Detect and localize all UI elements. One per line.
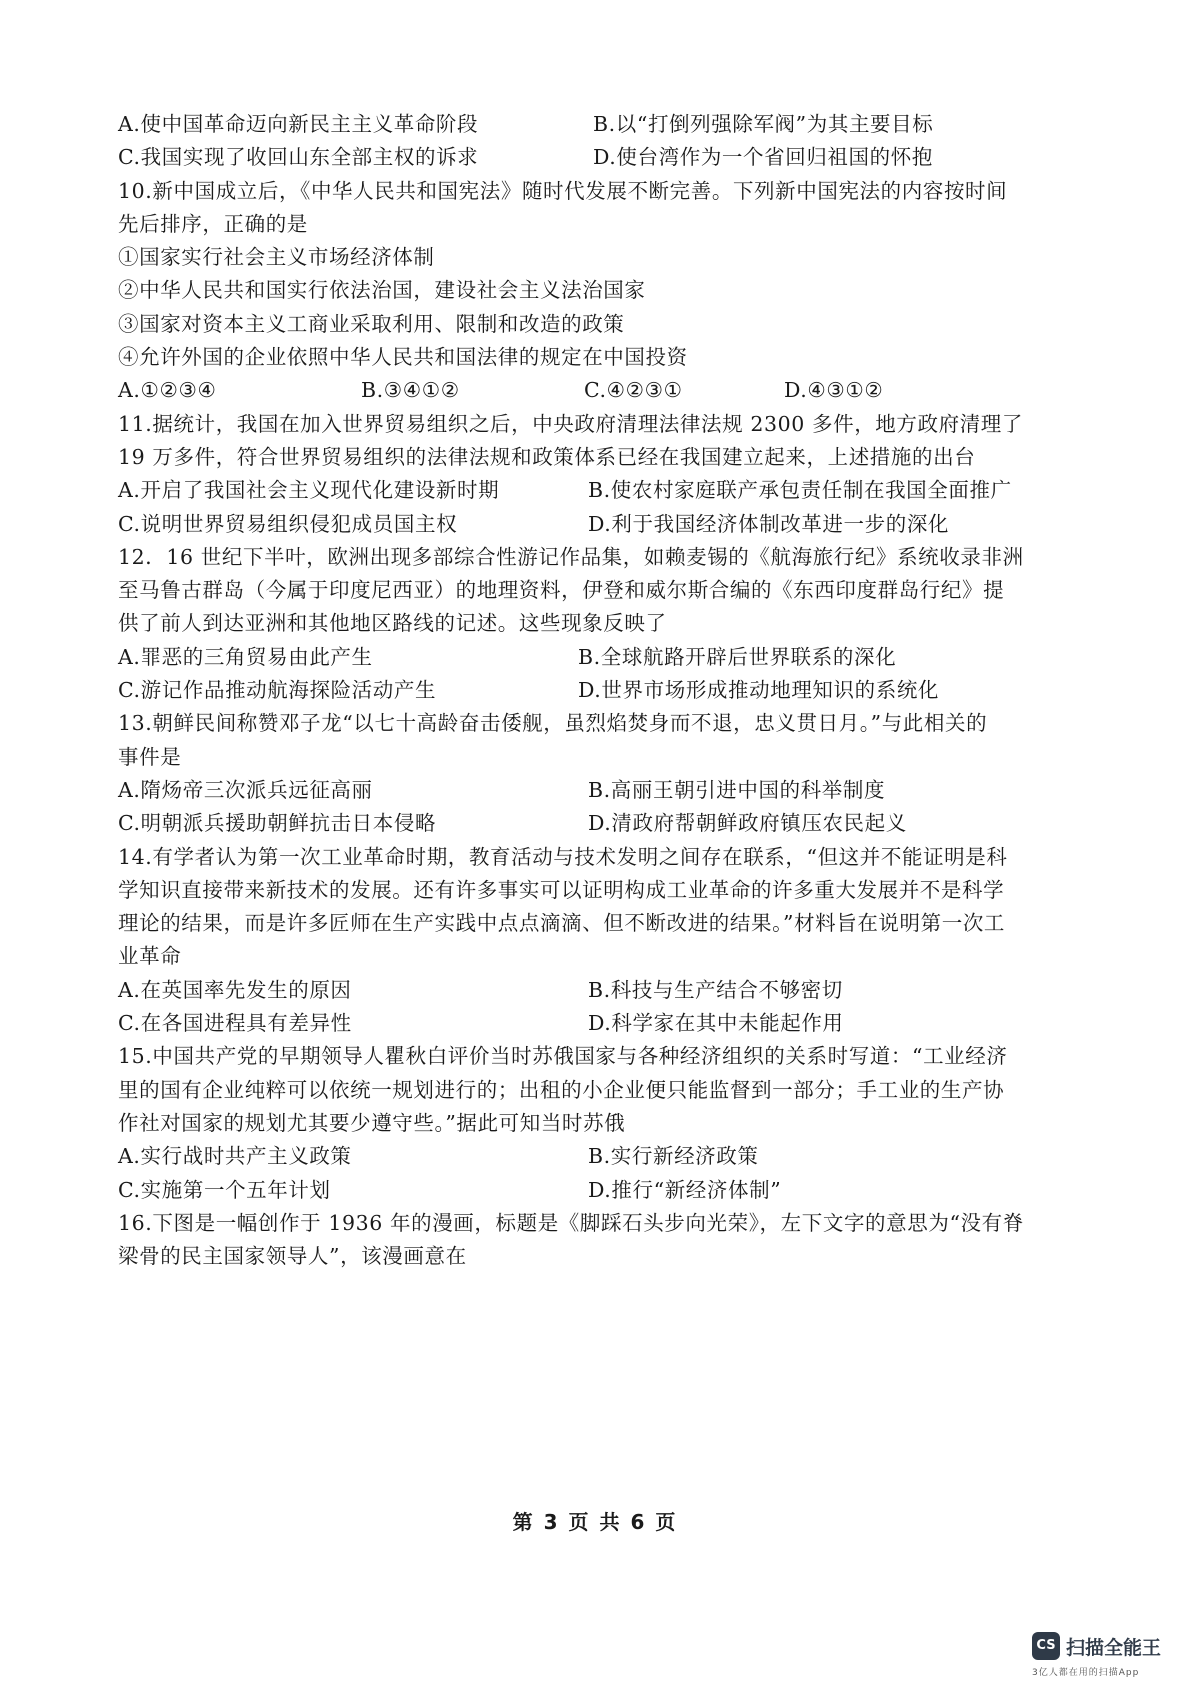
q13-stem-line-2: 事件是	[118, 744, 182, 769]
q10-stem-line-1: 10.新中国成立后，《中华人民共和国宪法》随时代发展不断完善。下列新中国宪法的内容按时间	[118, 178, 1008, 203]
q15-stem-line-3: 作社对国家的规划尤其要少遵守些。”据此可知当时苏俄	[118, 1110, 626, 1135]
q11-option-d: D.利于我国经济体制改革进一步的深化	[588, 511, 950, 536]
q13-option-a: A.隋炀帝三次派兵远征高丽	[118, 777, 373, 802]
watermark-tagline: 3亿人都在用的扫描App	[1032, 1668, 1140, 1678]
q10-item-3: ③国家对资本主义工商业采取利用、限制和改造的政策	[118, 311, 625, 336]
q10-options-row	[118, 374, 1053, 407]
q15-option-b: B.实行新经济政策	[588, 1144, 759, 1169]
q12-option-b: B.全球航路开辟后世界联系的深化	[578, 644, 897, 669]
q13-option-d: D.清政府帮朝鲜政府镇压农民起义	[588, 811, 907, 836]
q10-option-d: D.④③①②	[784, 378, 884, 403]
q12-option-c: C.游记作品推动航海探险活动产生	[118, 678, 437, 703]
q13-option-c: C.明朝派兵援助朝鲜抗击日本侵略	[118, 811, 437, 836]
q15-stem-line-1: 15.中国共产党的早期领导人瞿秋白评价当时苏俄国家与各种经济组织的关系时写道：“工业经济	[118, 1044, 1008, 1069]
q16-stem-line-1: 16.下图是一幅创作于 1936 年的漫画，标题是《脚踩石头步向光荣》，左下文字的意思为“没有脊	[118, 1210, 1024, 1235]
q14-option-d: D.科学家在其中未能起作用	[588, 1011, 844, 1036]
q15-options-row-1	[118, 1140, 1053, 1173]
q14-option-c: C.在各国进程具有差异性	[118, 1011, 352, 1036]
q10-stem-line-2: 先后排序，正确的是	[118, 211, 308, 236]
q11-option-b: B.使农村家庭联产承包责任制在我国全面推广	[588, 478, 1012, 503]
q12-stem-line-2: 至马鲁古群岛（今属于印度尼西亚）的地理资料，伊登和威尔斯合编的《东西印度群岛行纪》提	[118, 578, 1005, 603]
q9-option-c: C.我国实现了收回山东全部主权的诉求	[118, 145, 479, 170]
scanner-watermark	[1032, 1630, 1182, 1680]
question-list	[118, 108, 1053, 1273]
q12-options-row-1	[118, 641, 1053, 674]
q14-stem-line-3: 理论的结果，而是许多匠师在生产实践中点点滴滴、但不断改进的结果。”材料旨在说明第一次工	[118, 911, 1006, 936]
q12-stem-line-1: 12．16 世纪下半叶，欧洲出现多部综合性游记作品集，如赖麦锡的《航海旅行纪》系统收录非洲	[118, 544, 1024, 569]
q10-item-4: ④允许外国的企业依照中华人民共和国法律的规定在中国投资	[118, 345, 688, 370]
q14-options-row-2	[118, 1007, 1053, 1040]
q11-stem-line-1: 11.据统计，我国在加入世界贸易组织之后，中央政府清理法律法规 2300 多件，地方政府清理了	[118, 411, 1024, 436]
q12-stem-line-3: 供了前人到达亚洲和其他地区路线的记述。这些现象反映了	[118, 611, 667, 636]
q13-stem-line-1: 13.朝鲜民间称赞邓子龙“以七十高龄奋击倭舰，虽烈焰焚身而不退，忠义贯日月。”与此相关的	[118, 711, 988, 736]
q13-option-b: B.高丽王朝引进中国的科举制度	[588, 777, 886, 802]
q11-options-row-1	[118, 474, 1053, 507]
page-number: 第 3 页 共 6 页	[512, 1510, 678, 1534]
q14-options-row-1	[118, 974, 1053, 1007]
q12-options-row-2	[118, 674, 1053, 707]
q14-stem-line-2: 学知识直接带来新技术的发展。还有许多事实可以证明构成工业革命的许多重大发展并不是科学	[118, 877, 1005, 902]
q12-option-d: D.世界市场形成推动地理知识的系统化	[578, 678, 940, 703]
q9-options-row-1	[118, 108, 1053, 141]
q15-option-a: A.实行战时共产主义政策	[118, 1144, 352, 1169]
q10-option-c: C.④②③①	[584, 378, 683, 403]
q10-item-2: ②中华人民共和国实行依法治国，建设社会主义法治国家	[118, 278, 646, 303]
watermark-app-name: 扫描全能王	[1066, 1637, 1162, 1659]
q9-option-b: B.以“打倒列强除军阀”为其主要目标	[593, 112, 934, 136]
q14-stem-line-4: 业革命	[118, 944, 182, 969]
q11-option-a: A.开启了我国社会主义现代化建设新时期	[118, 478, 500, 503]
q9-options-row-2	[118, 141, 1053, 174]
q13-options-row-2	[118, 807, 1053, 840]
q9-option-d: D.使台湾作为一个省回归祖国的怀抱	[593, 145, 933, 170]
q13-options-row-1	[118, 774, 1053, 807]
q15-option-d: D.推行“新经济体制”	[588, 1177, 782, 1202]
q14-option-a: A.在英国率先发生的原因	[118, 977, 352, 1002]
q14-stem-line-1: 14.有学者认为第一次工业革命时期，教育活动与技术发明之间存在联系，“但这并不能证明是科	[118, 844, 1008, 869]
q14-option-b: B.科技与生产结合不够密切	[588, 977, 843, 1002]
q10-option-a: A.①②③④	[118, 378, 217, 403]
q15-options-row-2	[118, 1174, 1053, 1207]
q11-stem-line-2: 19 万多件，符合世界贸易组织的法律法规和政策体系已经在我国建立起来，上述措施的出台	[118, 444, 976, 469]
cs-logo-icon: CS	[1032, 1632, 1060, 1660]
q11-option-c: C.说明世界贸易组织侵犯成员国主权	[118, 511, 458, 536]
q11-options-row-2	[118, 508, 1053, 541]
q10-item-1: ①国家实行社会主义市场经济体制	[118, 245, 435, 270]
q16-stem-line-2: 梁骨的民主国家领导人”，该漫画意在	[118, 1244, 467, 1269]
q15-option-c: C.实施第一个五年计划	[118, 1177, 331, 1202]
q15-stem-line-2: 里的国有企业纯粹可以依统一规划进行的；出租的小企业便只能监督到一部分；手工业的生产协	[118, 1077, 1005, 1102]
q12-option-a: A.罪恶的三角贸易由此产生	[118, 644, 373, 669]
q10-option-b: B.③④①②	[361, 378, 460, 403]
q9-option-a: A.使中国革命迈向新民主主义革命阶段	[118, 112, 479, 136]
